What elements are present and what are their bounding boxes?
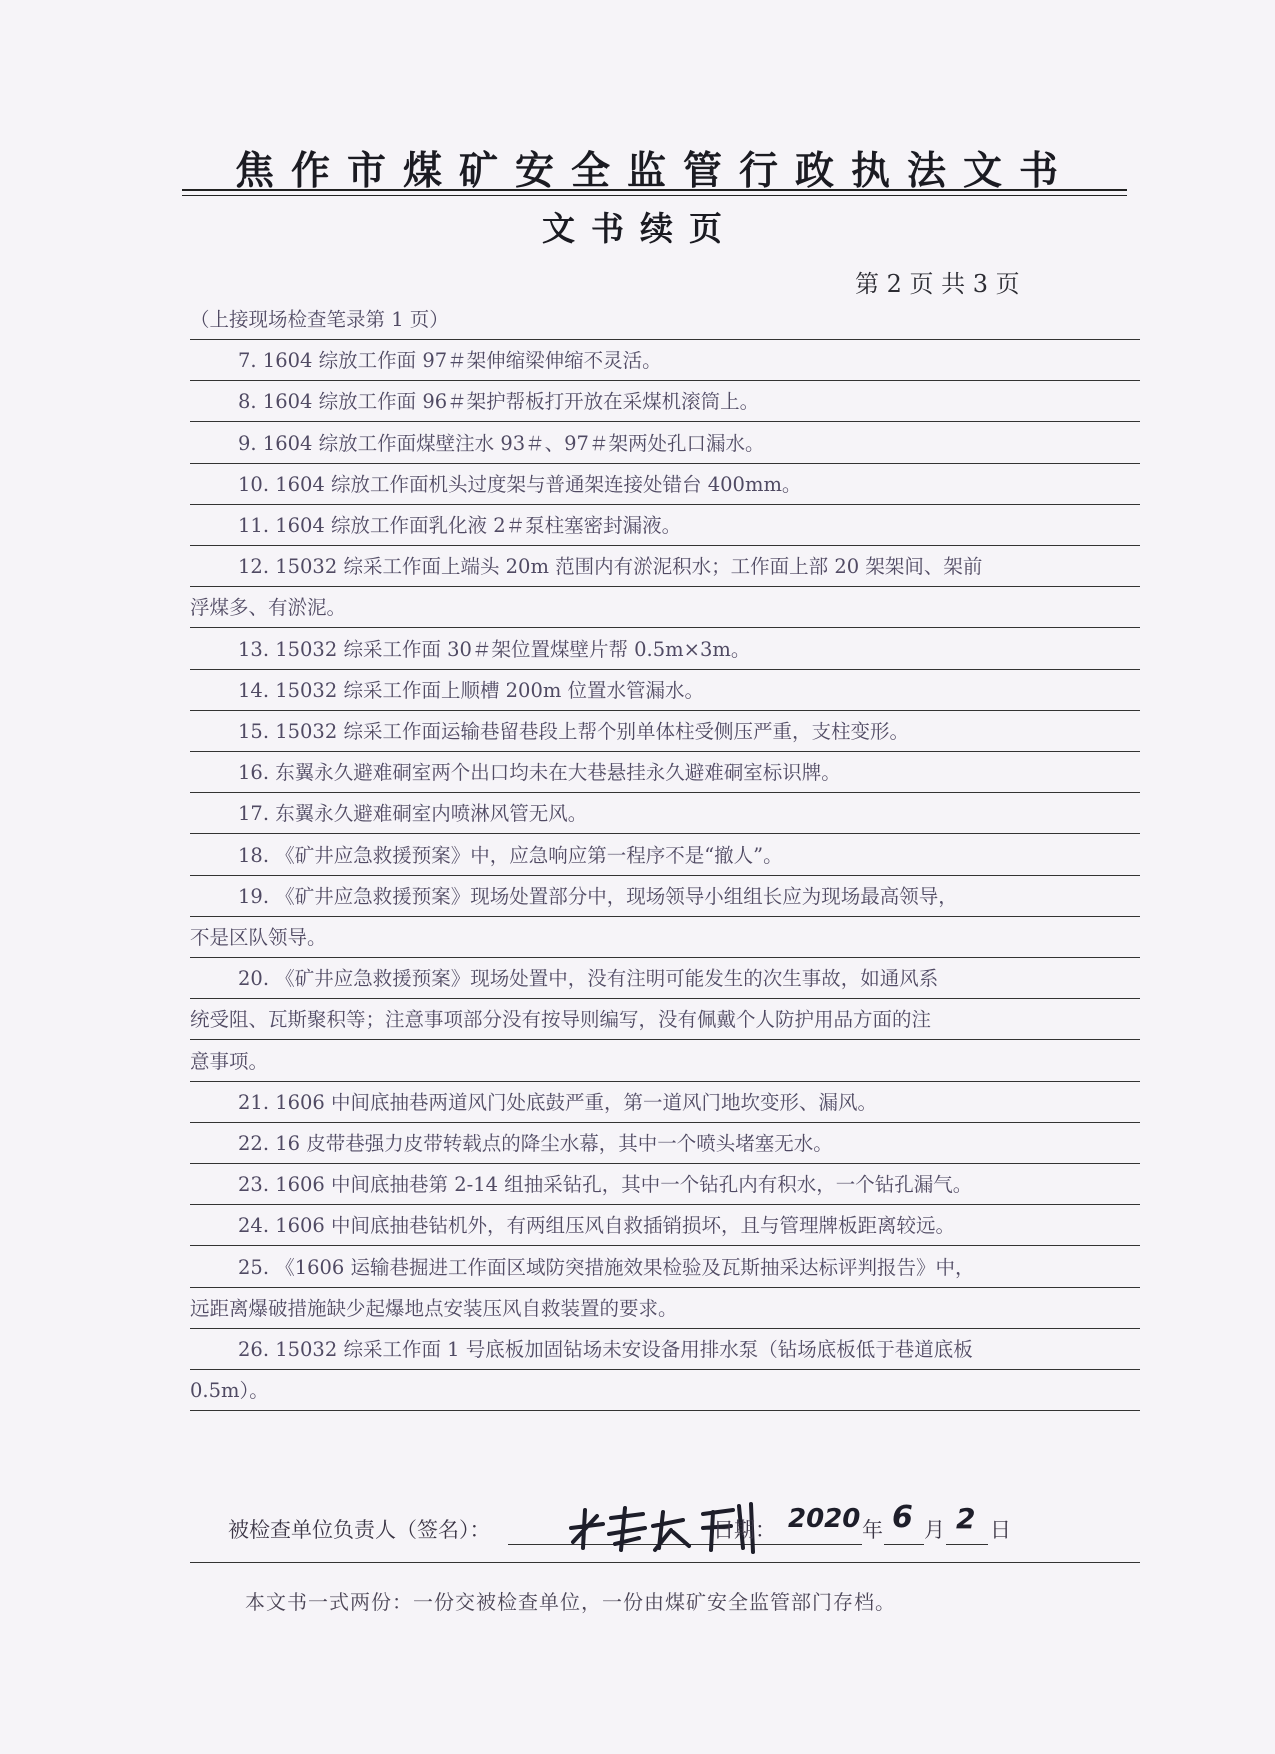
record-line: 24. 1606 中间底抽巷钻机外，有两组压风自救插销损坏，且与管理牌板距离较远。 xyxy=(190,1206,1140,1246)
record-line: 10. 1604 综放工作面机头过度架与普通架连接处错台 400mm。 xyxy=(190,465,1140,505)
record-line: （上接现场检查笔录第 1 页） xyxy=(190,300,1140,340)
record-line: 19. 《矿井应急救援预案》现场处置部分中，现场领导小组组长应为现场最高领导， xyxy=(190,877,1140,917)
record-line: 25. 《1606 运输巷掘进工作面区域防突措施效果检验及瓦斯抽采达标评判报告》中， xyxy=(190,1248,1140,1288)
record-line: 9. 1604 综放工作面煤壁注水 93＃、97＃架两处孔口漏水。 xyxy=(190,424,1140,464)
day-unit: 日 xyxy=(990,1518,1011,1542)
record-line: 11. 1604 综放工作面乳化液 2＃泵柱塞密封漏液。 xyxy=(190,506,1140,546)
date-day: 2 xyxy=(956,1502,976,1535)
record-line: 23. 1606 中间底抽巷第 2-14 组抽采钻孔，其中一个钻孔内有积水，一个钻孔漏气。 xyxy=(190,1165,1140,1205)
record-line: 8. 1604 综放工作面 96＃架护帮板打开放在采煤机滚筒上。 xyxy=(190,382,1140,422)
record-line: 26. 15032 综采工作面 1 号底板加固钻场未安设备用排水泵（钻场底板低于巷道底板 xyxy=(190,1330,1140,1370)
record-line: 不是区队领导。 xyxy=(190,918,1140,958)
page-count: 第 2 页 共 3 页 xyxy=(855,270,1020,298)
record-line: 意事项。 xyxy=(190,1042,1140,1082)
record-line: 16. 东翼永久避难硐室两个出口均未在大巷悬挂永久避难硐室标识牌。 xyxy=(190,753,1140,793)
document-subtitle: 文书续页 xyxy=(542,209,738,248)
record-line: 7. 1604 综放工作面 97＃架伸缩梁伸缩不灵活。 xyxy=(190,341,1140,381)
record-line: 统受阻、瓦斯聚积等；注意事项部分没有按导则编写，没有佩戴个人防护用品方面的注 xyxy=(190,1000,1140,1040)
document-title: 焦作市煤矿安全监管行政执法文书 xyxy=(234,149,1075,194)
day-line xyxy=(946,1544,988,1545)
month-line xyxy=(884,1544,924,1545)
bottom-rule xyxy=(190,1562,1140,1563)
record-line: 18. 《矿井应急救援预案》中，应急响应第一程序不是“撤人”。 xyxy=(190,836,1140,876)
signer-label: 被检查单位负责人（签名）： xyxy=(228,1518,491,1542)
footer-note: 本文书一式两份：一份交被检查单位，一份由煤矿安全监管部门存档。 xyxy=(245,1590,896,1614)
record-line: 17. 东翼永久避难硐室内喷淋风管无风。 xyxy=(190,794,1140,834)
record-line: 15. 15032 综采工作面运输巷留巷段上帮个别单体柱受侧压严重，支柱变形。 xyxy=(190,712,1140,752)
title-underline xyxy=(182,189,1127,196)
record-line: 14. 15032 综采工作面上顺槽 200m 位置水管漏水。 xyxy=(190,671,1140,711)
record-line: 13. 15032 综采工作面 30＃架位置煤壁片帮 0.5m×3m。 xyxy=(190,630,1140,670)
record-line: 12. 15032 综采工作面上端头 20m 范围内有淤泥积水；工作面上部 20 架架间、架前 xyxy=(190,547,1140,587)
record-line: 20. 《矿井应急救援预案》现场处置中，没有注明可能发生的次生事故，如通风系 xyxy=(190,959,1140,999)
record-line: 浮煤多、有淤泥。 xyxy=(190,588,1140,628)
record-line: 21. 1606 中间底抽巷两道风门处底鼓严重，第一道风门地坎变形、漏风。 xyxy=(190,1083,1140,1123)
date-year: 2020 xyxy=(788,1504,861,1534)
record-line: 22. 16 皮带巷强力皮带转载点的降尘水幕，其中一个喷头堵塞无水。 xyxy=(190,1124,1140,1164)
record-line: 远距离爆破措施缺少起爆地点安装压风自救装置的要求。 xyxy=(190,1289,1140,1329)
record-line: 0.5m）。 xyxy=(190,1371,1140,1411)
year-unit: 年 xyxy=(862,1518,883,1542)
month-unit: 月 xyxy=(924,1518,945,1542)
signature-row xyxy=(228,1500,1148,1550)
date-month: 6 xyxy=(892,1500,913,1535)
year-line xyxy=(780,1544,862,1545)
date-label: 日期： xyxy=(713,1518,776,1542)
